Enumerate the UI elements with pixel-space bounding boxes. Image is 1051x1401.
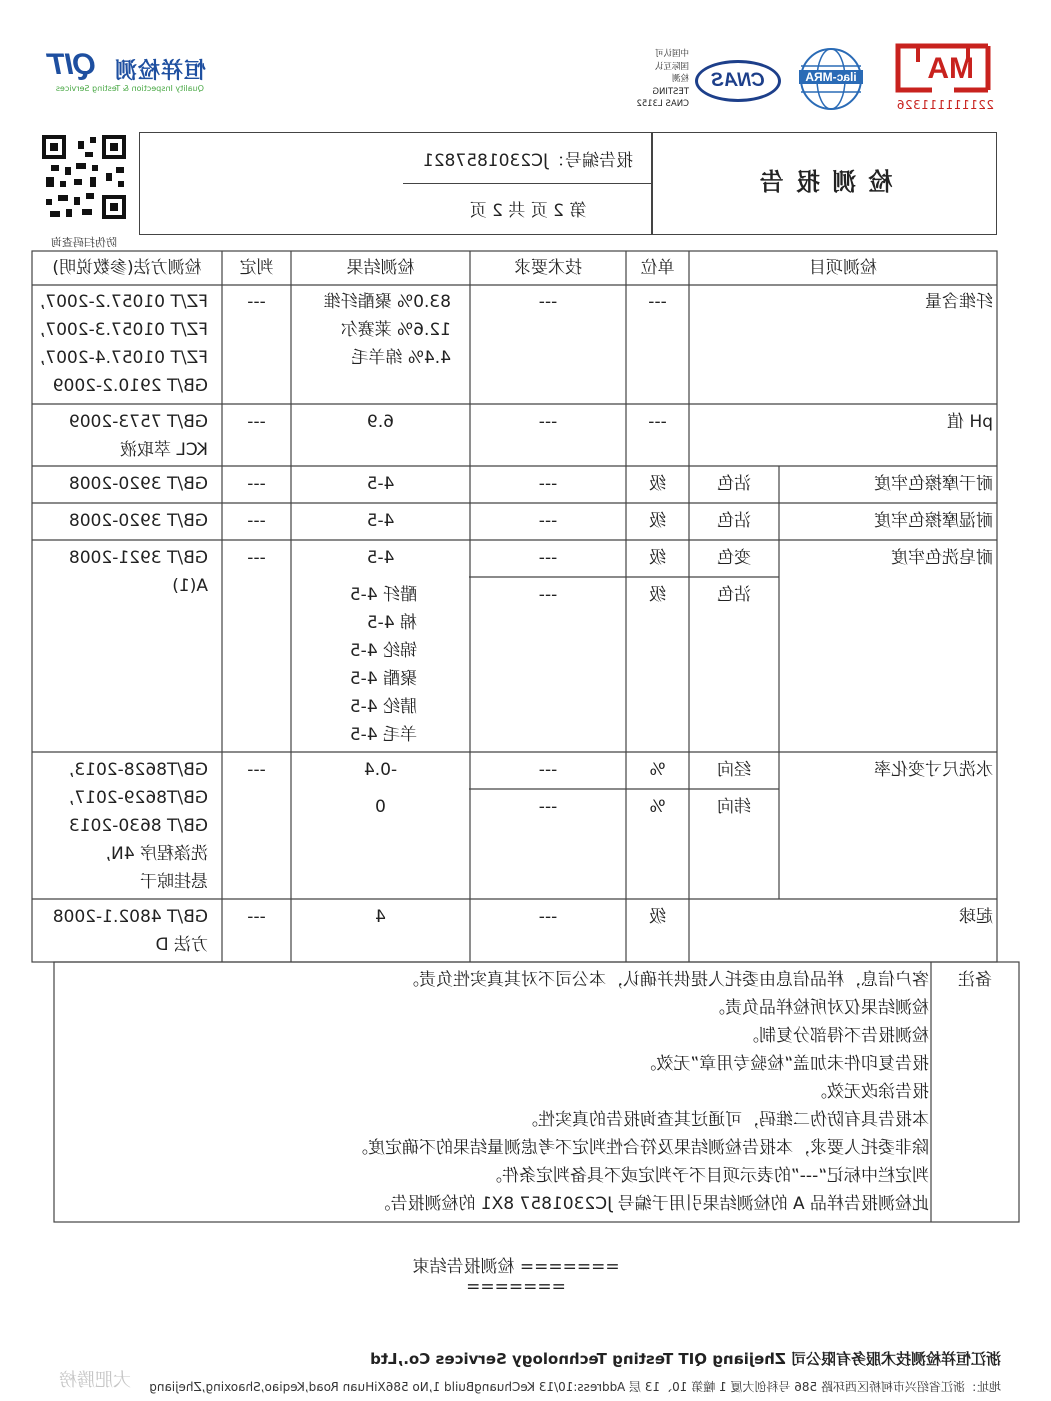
- table-row-pilling-result: 4: [375, 907, 386, 927]
- table-row-fiber-req: ---: [538, 292, 558, 312]
- logo-cn-name: 恒祥检测: [113, 59, 206, 84]
- remarks-label: 备注: [958, 970, 992, 990]
- table-row-dry-rub-method: GB/T 3920-2008: [68, 474, 208, 494]
- table-row-soap-judge: ---: [247, 548, 266, 568]
- table-row-wet-rub-result: 4-5: [366, 511, 395, 531]
- table-row-soap-item: 耐皂洗色牢度: [891, 548, 993, 568]
- remark-line: 除非委托人要求，本报告检测结果及符合性判定不考虑测量结果的不确定度。: [351, 1138, 929, 1158]
- table-row-ph-req: ---: [538, 412, 558, 432]
- remark-line: 本报告具有防伪二维码，可通过其查询报告的真实性。: [521, 1110, 929, 1130]
- report-number: 报告编号：JC2301857821: [422, 151, 634, 171]
- table-row-wet-rub-item: 耐湿摩擦色牢度: [874, 511, 993, 531]
- table-row-pilling-method: GB/T 4802.1-2008 方法 D: [52, 907, 208, 955]
- table-row-ph-judge: ---: [247, 412, 266, 432]
- remark-line: 客户信息，样品信息由委托人提供并确认，本公司不对其真实性负责。: [402, 970, 929, 990]
- table-row-soap-stain-req: ---: [538, 585, 558, 605]
- table-row-soap-result: 4-5: [366, 548, 395, 568]
- table-row-soap-req: ---: [538, 548, 558, 568]
- table-row-dim-method: GB/T8628-2013, GB/T8629-2017, GB/T 8630-2013 洗涤程序 4N, 悬挂晾干: [68, 760, 208, 892]
- table-row-pilling-req: ---: [538, 907, 558, 927]
- table-row-wet-rub-judge: ---: [247, 511, 266, 531]
- table-row-dim-weft-result: 0: [375, 797, 386, 817]
- table-row-fiber-method: FZ/T 01057.2-2007, FZ/T 01057.3-2007, FZ/T 01057.4-2007, GB/T 2910.2-2009: [39, 292, 208, 396]
- table-row-dry-rub-item: 耐干摩擦色牢度: [874, 474, 993, 494]
- table-row-dry-rub-unit: 级: [649, 474, 666, 494]
- table-row-soap-sub-change: 变色: [717, 548, 751, 568]
- report-end-line: ======= 检测报告结束 =======: [412, 1257, 620, 1297]
- page-info: 第 2 页 共 2 页: [469, 201, 587, 221]
- logo-tagline: Quality Inspection & Testing Services: [55, 84, 204, 93]
- cma-number: 221111111326: [896, 98, 994, 112]
- col-header-result: 检测结果: [346, 258, 415, 278]
- table-row-ph-item: pH 值: [947, 412, 993, 432]
- table-row-ph-result: 6.9: [366, 412, 395, 432]
- qr-caption: 防伪扫码查询: [51, 236, 117, 249]
- table-row-soap-sub-stain: 沾色: [717, 585, 751, 605]
- table-row-dim-item: 水洗尺寸变化率: [874, 760, 993, 780]
- table-row-pilling-judge: ---: [247, 907, 266, 927]
- table-row-pilling-unit: 级: [649, 907, 666, 927]
- remark-line: 检测结果仅对所检样品负责。: [708, 998, 929, 1018]
- remark-line: 报告复印件未加盖“检验专用章”无效。: [639, 1054, 929, 1074]
- table-row-dim-weft-req: ---: [538, 797, 558, 817]
- col-header-requirement: 技术要求: [514, 258, 582, 278]
- remark-line: 判定栏中标记“---”的表示项目不予判定或不具备判定条件。: [484, 1166, 929, 1186]
- table-row-dim-warp-unit: %: [649, 760, 666, 780]
- table-row-wet-rub-unit: 级: [649, 511, 666, 531]
- remark-line: 报告涂改无效。: [810, 1082, 929, 1102]
- table-row-soap-unit: 级: [649, 548, 666, 568]
- table-row-pilling-item: 起球: [959, 907, 993, 927]
- report-title: 检 测 报 告: [757, 168, 893, 196]
- table-row-wet-rub-req: ---: [538, 511, 558, 531]
- table-row-dry-rub-judge: ---: [247, 474, 266, 494]
- cnas-caption: 中国认可 国际互认 检测 TESTING CNAS L3152: [636, 49, 689, 109]
- logo-mark: QIT: [49, 48, 96, 81]
- table-row-fiber-unit: ---: [648, 292, 667, 312]
- col-header-unit: 单位: [640, 258, 675, 278]
- table-row-soap-stain-unit: 级: [649, 585, 666, 605]
- remarks-list: [169, 966, 929, 1218]
- col-header-judgement: 判定: [239, 258, 274, 278]
- footer-address: 地址：浙江省绍兴市柯桥区西环路 586 号科创大厦 1 幢第 10、13 层 Address:10/13 KeChuangBuild 1,No 586XiHuan Road,Keqiao,Shaoxing,Zhejiang: [149, 1380, 1001, 1394]
- table-row-fiber-result: 83.0% 聚酯纤维 12.6% 莱赛尔 4.4% 绵羊毛: [323, 292, 451, 368]
- table-row-dim-judge: ---: [247, 760, 266, 780]
- table-row-dim-warp-req: ---: [538, 760, 558, 780]
- table-row-dry-rub-result: 4-5: [366, 474, 395, 494]
- ilac-text: ilac-MRA: [799, 70, 863, 84]
- table-row-dim-sub-warp: 经向: [717, 760, 751, 780]
- table-row-dry-rub-sub: 沾色: [717, 474, 751, 494]
- table-row-wet-rub-method: GB/T 3920-2008: [68, 511, 208, 531]
- table-row-dim-sub-weft: 纬向: [717, 797, 751, 817]
- table-row-fiber-judge: ---: [247, 292, 266, 312]
- table-row-ph-unit: ---: [648, 412, 667, 432]
- footer-company: 浙江恒祥检测技术服务有限公司 Zhejiang QIT Testing Technology Services Co.,Ltd: [370, 1350, 1001, 1368]
- table-row-dry-rub-req: ---: [538, 474, 558, 494]
- table-row-ph-method: GB/T 7573-2009 KCL 萃取液: [68, 412, 208, 460]
- cma-mark-text: MA: [927, 52, 974, 85]
- col-header-item: 检测项目: [809, 258, 877, 278]
- table-row-dim-weft-unit: %: [649, 797, 666, 817]
- cnas-logo: CNAS: [695, 60, 781, 102]
- table-row-fiber-item: 纤维含量: [925, 292, 993, 312]
- table-row-wet-rub-sub: 沾色: [717, 511, 751, 531]
- remark-line: 此检测报告样品 A 的检测结果引用于编号 JC2301857 8X1 的检测报告。: [373, 1194, 929, 1214]
- table-row-dim-warp-result: -0.4: [363, 760, 398, 780]
- table-row-soap-stain-result: 醋纤 4-5 棉 4-5 锦纶 4-5 聚酯 4-5 腈纶 4-5 羊毛 4-5: [349, 585, 417, 745]
- table-row-soap-method: GB/T 3921-2008 A(1): [68, 548, 208, 596]
- col-header-method: 检测方法(参数说明): [52, 258, 202, 278]
- remark-line: 检测报告不得部分复制。: [742, 1026, 929, 1046]
- watermark: 大肥腾榜: [59, 1370, 131, 1391]
